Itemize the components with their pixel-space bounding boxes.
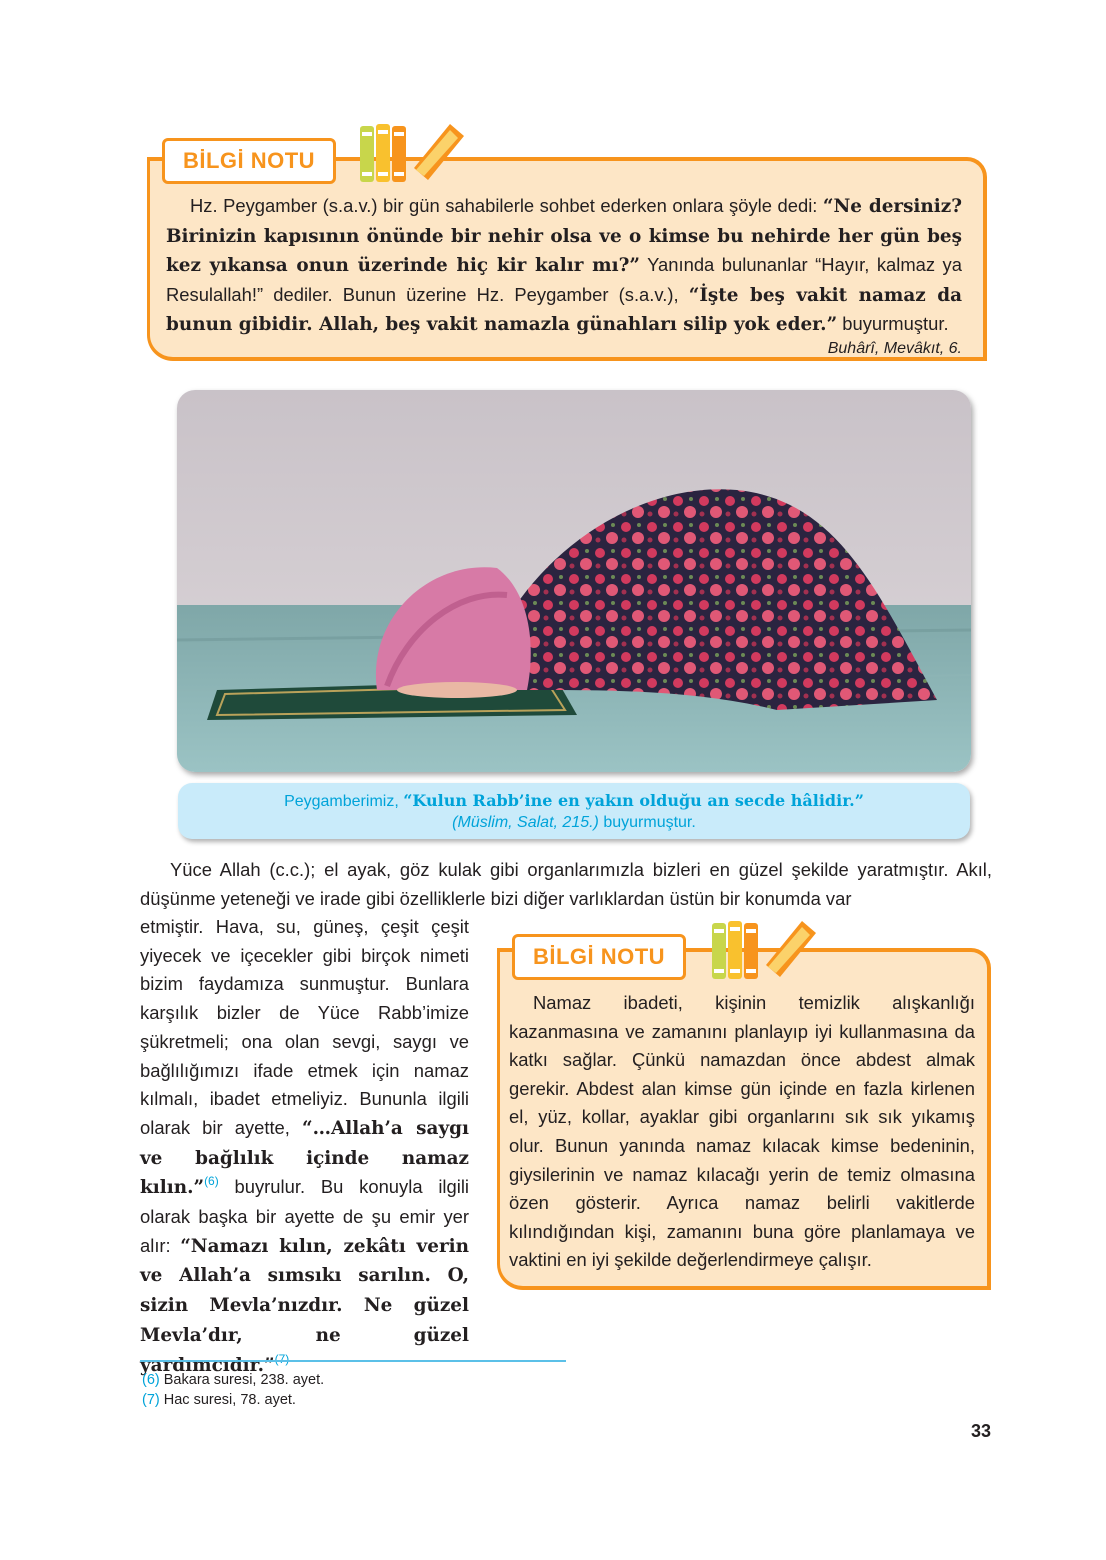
- info-box-2-tab: [512, 934, 686, 980]
- footnote-6: [142, 1370, 562, 1390]
- footnote-ref-7: (7): [274, 1351, 290, 1366]
- prostration-illustration: [177, 390, 971, 772]
- footnotes: [142, 1370, 562, 1410]
- info-box-1-title: BİLGİ NOTU: [182, 148, 316, 173]
- verse-2: “Namazı kılın, zekâtı verin ve Allah’a sımsıkı sarılın. O, sizin Mevla’nızdır. Ne güzel Mevla’dır, ne güzel yardımcıdır.”: [140, 1235, 469, 1376]
- caption-quote: “Kulun Rabb’ine en yakın olduğu an secde hâlidir.”: [403, 791, 864, 810]
- footnote-7-num: (7): [142, 1392, 160, 1408]
- note1-quote-2: “İşte beş vakit namaz da bunun gibidir. Allah, beş vakit namazla günahları silip yok eder.”: [166, 284, 962, 336]
- footnote-ref-6: (6): [204, 1174, 219, 1189]
- caption-prefix: Peygamberimiz,: [284, 793, 404, 810]
- footnote-6-num: (6): [142, 1372, 160, 1388]
- photo-caption: [178, 783, 970, 839]
- note2-paragraph: Namaz ibadeti, kişinin temizlik alışkanlığı kazanmasına ve zamanını planlayıp iyi kullanmasına da katkı sağlar. Çünkü namazdan önce abdest almak gerekir. Abdest alan kimse gün içinde en fazla kirlenen el, yüz, kollar, ayaklar gibi organlarını sık sık yıkamış olur. Bunun yanında namaz kılacak kimse bedeninin, giysilerinin ve namaz kılacağı yerin de temiz olmasına özen gösterir. Ayrıca namaz belirli vakitlerde kılındığından kişi, zamanını buna göre planlamaya ve vaktini en iyi şekilde değerlendirmeye çalışır.: [509, 992, 975, 1271]
- footnote-7-text: Hac suresi, 78. ayet.: [159, 1392, 296, 1408]
- verse-1: “…Allah’a saygı ve bağlılık içinde namaz kılın.”: [140, 1117, 469, 1199]
- info-box-2-text: [509, 989, 975, 1275]
- note1-text-2: Yanında bulunanlar “Hayır, kalmaz ya Resulallah!” dediler. Bunun üzerine Hz. Peygamber (s.a.v.),: [166, 254, 962, 305]
- caption-source: (Müslim, Salat, 215.): [452, 814, 599, 831]
- info-box-2-title: BİLGİ NOTU: [532, 944, 666, 969]
- page-number: 33: [970, 1421, 991, 1441]
- footnote-7: [142, 1390, 562, 1410]
- books-icon: [352, 116, 472, 186]
- footnote-6-text: Bakara suresi, 238. ayet.: [159, 1372, 325, 1388]
- body-intro-text: Yüce Allah (c.c.); el ayak, göz kulak gibi organlarımızla bizleri en güzel şekilde yaratmıştır. Akıl, düşünme yeteneği ve irade gibi özelliklerle bizi diğer varlıklardan üstün bir konumda var: [140, 859, 992, 909]
- prayer-photo: [177, 390, 971, 772]
- footnote-divider: [140, 1360, 566, 1362]
- body-intro: [140, 856, 992, 913]
- note1-citation: Buhârî, Mevâkıt, 6.: [827, 339, 962, 357]
- body-text-1: etmiştir. Hava, su, güneş, çeşit çeşit yiyecek ve içecekler gibi birçok nimeti bizim faydamıza sunmuştur. Bunlara karşılık bizler de Yüce Rabb’imize şükretmeli; ona olan sevgi, saygı ve bağlılığımızı ifade etmek için namaz kılmalı, ibadet etmeliyiz. Bununla ilgili olarak bir ayette,: [140, 916, 469, 1138]
- info-box-1-tab: [162, 138, 336, 184]
- caption-suffix: buyurmuştur.: [598, 814, 696, 831]
- note1-text-1: Hz. Peygamber (s.a.v.) bir gün sahabilerle sohbet ederken onlara şöyle dedi:: [190, 195, 823, 216]
- info-box-1-text: [166, 192, 962, 364]
- info-box-2: [497, 948, 991, 1290]
- note1-text-3: buyurmuştur.: [837, 313, 949, 335]
- books-icon: [704, 913, 824, 983]
- info-box-1: [147, 157, 987, 361]
- body-text-2: buyrulur. Bu konuyla ilgili olarak başka bir ayette de şu emir yer alır:: [140, 1176, 469, 1256]
- body-column: [140, 913, 469, 1380]
- note1-quote-1: “Ne dersiniz? Birinizin kapısının önünde bir nehir olsa ve o kimse bu nehirde her gün beş kez yıkansa onun üzerinde hiç kir kalır mı?”: [166, 196, 962, 277]
